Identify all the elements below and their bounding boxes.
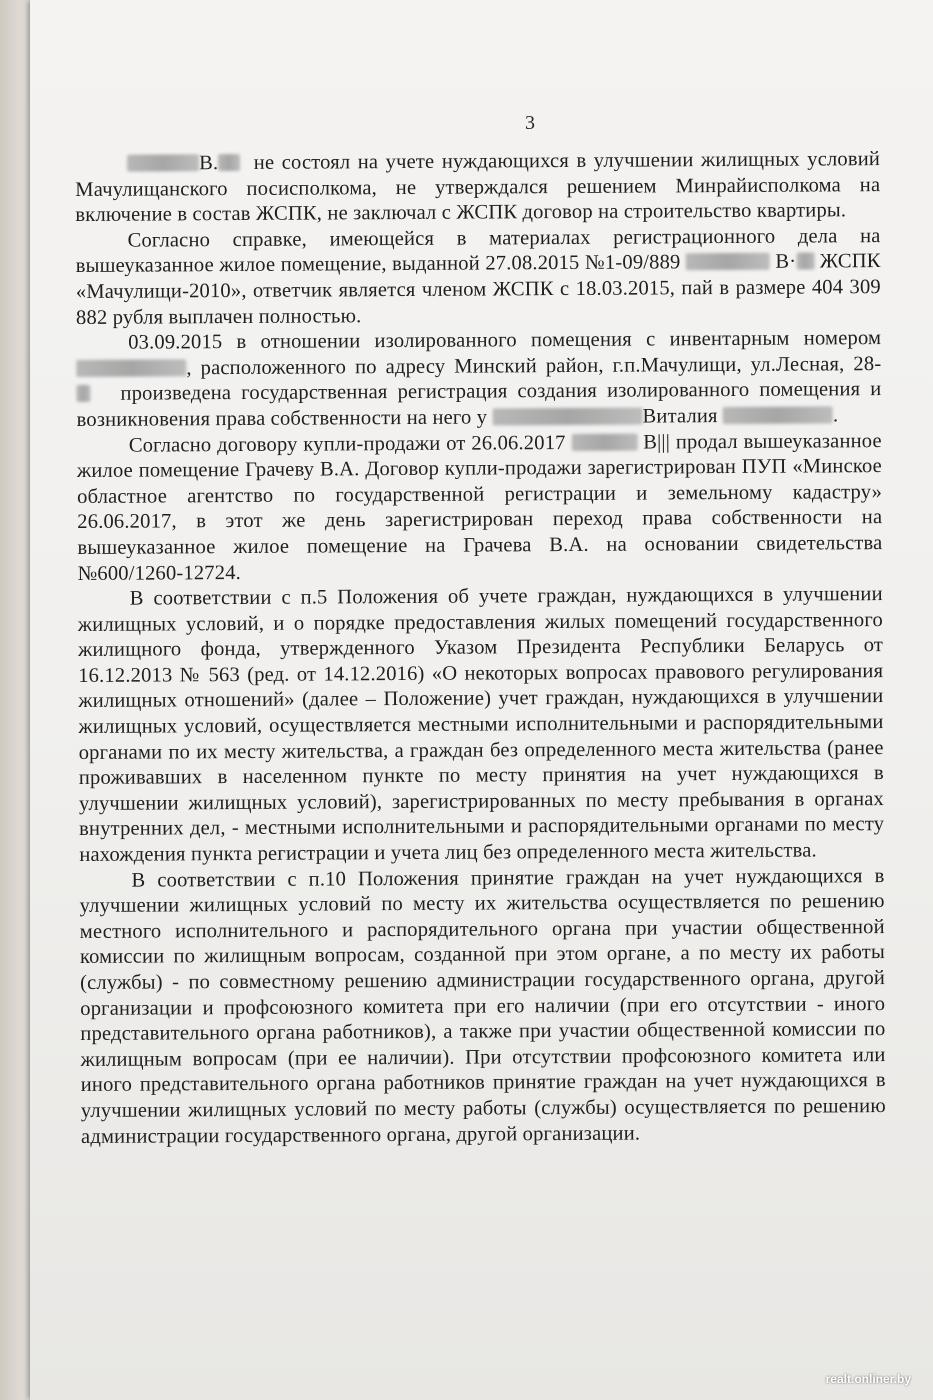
paragraph-3-text-c: произведена государственная регистрация создания изолированного помещения и возникновения права собственности на него у [76, 378, 882, 431]
paragraph-5: В соответствии с п.5 Положения об учете граждан, нуждающихся в улучшении жилищных условий, и о порядке предоставления жилых помещений государственного жилищного фонда, утвержденного Указом Президента Республики Беларусь от 16.12.2013 № 563 (ред. от 14.12.2016) «О некоторых вопросах правового регулирования жилищных отношений» (далее – Положение) учет граждан, нуждающихся в улучшении жилищных условий, осуществляется местными исполнительными и распорядительными органами по их месту жительства, а граждан без определенного места жительства (ранее проживавших в населенном пункте по месту принятия на учет нуждающихся в улучшении жилищных условий), зарегистрированных по месту пребывания в органах внутренних дел, - местными исполнительными и распорядительными органами по месту нахождения пункта регистрации и учета лиц без определенного места жительства. [77, 583, 885, 867]
redacted-surname [571, 433, 637, 450]
redacted-surname [127, 154, 199, 171]
paragraph-1-initial: В. [199, 152, 219, 175]
redacted-name [218, 154, 240, 171]
page-number: 3 [525, 112, 535, 134]
paragraph-3-text-a: 03.09.2015 в отношении изолированного помещения с инвентарным номером [128, 327, 882, 354]
redacted-apartment [76, 385, 90, 402]
redacted-inventory-number [76, 359, 186, 377]
paragraph-1 [75, 147, 880, 229]
paragraph-3-text-b: , расположенного по адресу Минский район, г.п.Мачулищи, ул.Лесная, 28- [186, 352, 882, 380]
paragraph-3-name: Виталия [642, 405, 718, 428]
paragraph-1-text: не состоял на учете нуждающихся в улучшении жилищных условий Мачулищанского посисполкома, не утверждался решением Минрайисполкома на включение в состав ЖСПК, не заключал с ЖСПК договор на строительство квартиры. [75, 148, 881, 227]
paragraph-4-text-a: Согласно договору купли-продажи от 26.06.2017 [128, 431, 566, 457]
paragraph-3: 03.09.2015 в отношении изолированного помещения с инвентарным номером , расположенного по адресу Минский район, г.п.Мачулищи, ул.Лесная, 28- произведена государственная регистрация создания изолированного помещения и возникновения права собственности на него у Виталия . [76, 327, 882, 431]
paragraph-4 [77, 429, 883, 587]
paragraph-4-text-b: продал вышеуказанное жилое помещение Грачеву В.А. Договор купли-продажи зарегистрирован ПУП «Минское областное агентство по государственной регистрации и земельному кадастру» 26.06.2017, в этот же день зарегистрирован переход права собственности на вышеуказанное жилое помещение на Грачева В.А. на основании свидетельства №600/1260-12724. [76, 429, 883, 585]
paragraph-6: В соответствии с п.10 Положения принятие граждан на учет нуждающихся в улучшении жилищных условий по месту их жительства осуществляется по решению местного исполнительного и распорядительного органа при участии общественной комиссии по жилищным вопросам, созданной при этом органе, а по месту их работы (службы) - по совместному решению администрации государственного органа, другой организации и профсоюзного комитета при его наличии (при его отсутствии - иного представительного органа работников), а также при участии общественной комиссии по жилищным вопросам (при ее наличии). При отсутствии профсоюзного комитета или иного представительного органа работников принятие граждан на учет нуждающихся в улучшении жилищных условий по месту работы (службы) осуществляется по решению администрации государственного органа, другой организации. [79, 864, 886, 1148]
redacted-surname [492, 407, 642, 425]
redacted-surname [686, 253, 770, 271]
redacted-patronymic [723, 406, 833, 424]
paragraph-2-initial: В· [775, 250, 797, 274]
paragraph-2-text-a: Согласно справке, имеющейся в материалах регистрационного дела на вышеуказанное жилое помещение, выданной 27.08.2015 №1-09/889 [75, 224, 881, 278]
paragraph-2-text-b: ЖСПК «Мачулищи-2010», ответчик является членом ЖСПК с 18.03.2015, пай в размере 404 309 882 рубля выплачен полностью. [75, 250, 881, 329]
redacted-name [796, 253, 814, 270]
watermark: realt.onliner.by [825, 1372, 911, 1386]
paragraph-2 [75, 224, 881, 331]
document-body [75, 147, 886, 1150]
paragraph-4-initial: В||| [643, 430, 671, 454]
